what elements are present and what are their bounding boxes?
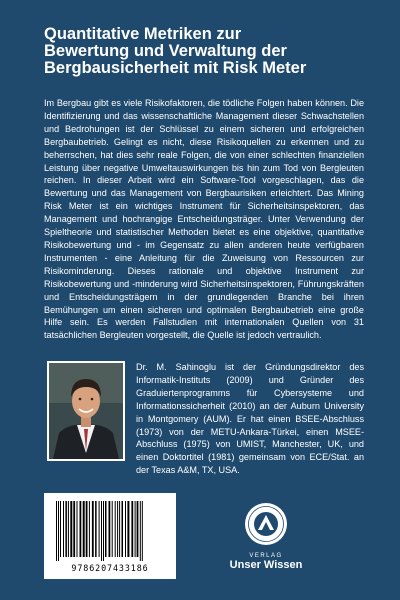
book-abstract: Im Bergbau gibt es viele Risikofaktoren, die tödliche Folgen haben können. Die Identifizierung und das wissenschaftliche Management dieser Schwachstellen und Bedrohungen ist der Schlüssel zu einem sicheren und erfolgreichen Bergbaubetrieb. Gelingt es nicht, diese Risikoquellen zu erkennen und zu beherrschen, hat dies sehr reale Folgen, die von einer schlechten finanziellen Leistung über negative Umweltauswirkungen bis hin zum Tod von Bergleuten reichen. In dieser Arbeit wird ein Software-Tool vorgeschlagen, das die Bewertung und das Management von Bergbaurisiken erleichtert. Das Mining Risk Meter ist ein wichtiges Instrument für Sicherheitsinspektoren, das Management und hochrangige Entscheidungsträger. Unter Verwendung der Spieltheorie und statistischer Methoden bietet es eine objektive, quantitative Risikobewertung und - im Gegensatz zu allen anderen heute verfügbaren Instrumenten - eine Anleitung für die Zuweisung von Ressourcen zur Risikominderung. Dieses rationale und objektive Instrument zur Risikobewertung und -minderung wird Sicherheitsinspektoren, Führungskräften und Entscheidungsträgern in der grundlegenden Branche bei ihren Bemühungen um einen sicheren und optimalen Bergbaubetrieb eine große Hilfe sein. Es werden Fallstudien mit internationalen Quellen von 31 tatsächlichen Bergleuten vorgestellt, die Quelle ist jedoch vertraulich. xyxy=(44,98,364,341)
barcode-bar xyxy=(70,501,72,557)
publisher-logo xyxy=(228,502,304,571)
barcode-bar xyxy=(80,501,82,557)
barcode-bar xyxy=(86,501,88,557)
barcode-bar xyxy=(119,501,120,557)
isbn-number: 9786207433186 xyxy=(71,563,149,573)
publisher-seal-icon xyxy=(244,502,288,546)
barcode-bar xyxy=(109,501,111,557)
barcode-bar xyxy=(83,501,85,557)
barcode-bar xyxy=(122,501,124,557)
barcode-icon xyxy=(54,501,166,561)
barcode-bar xyxy=(115,501,116,557)
barcode-bar xyxy=(137,501,139,557)
publisher-verlag: VERLAG xyxy=(249,553,283,559)
barcode-bar xyxy=(105,501,107,557)
author-photo xyxy=(47,361,125,461)
isbn-barcode xyxy=(44,493,176,579)
barcode-bar xyxy=(58,501,59,561)
barcode-bar xyxy=(73,501,75,557)
author-portrait-icon xyxy=(49,363,123,459)
publisher-name: Unser Wissen xyxy=(229,559,303,571)
book-title-line: Bergbausicherheit mit Risk Meter xyxy=(44,59,307,77)
barcode-bar xyxy=(103,501,104,561)
book-title-line: Bewertung und Verwaltung der xyxy=(44,42,287,60)
barcode-bar xyxy=(65,501,67,557)
book-title xyxy=(44,26,364,77)
barcode-bar xyxy=(125,501,126,557)
barcode-bar xyxy=(60,501,61,557)
barcode-bar xyxy=(140,501,141,561)
barcode-bar xyxy=(68,501,69,557)
barcode-bar xyxy=(95,501,97,557)
barcode-bar xyxy=(127,501,129,557)
barcode-bar xyxy=(131,501,133,557)
barcode-bar xyxy=(101,501,102,561)
barcode-bar xyxy=(56,501,57,561)
barcode-bar xyxy=(77,501,78,557)
book-title-line: Quantitative Metriken zur xyxy=(44,25,242,43)
barcode-bar xyxy=(117,501,118,557)
barcode-bar xyxy=(63,501,64,557)
barcode-bar xyxy=(92,501,94,557)
barcode-bar xyxy=(89,501,90,557)
author-bio: Dr. M. Sahinoglu ist der Gründungsdirektor des Informatik-Instituts (2009) und Gründer des Graduiertenprogramms für Cybersysteme und Informationssicherheit (2010) an der Auburn University in Montgomery (AUM). Er hat einen BSEE-Abschluss (1973) von der METU-Ankara-Türkei, einen MSEE-Abschluss (1975) von UMIST, Manchester, UK, und einen Doktortitel (1981) gemeinsam von ECE/Stat. an der Texas A&M, TX, USA. xyxy=(136,362,364,476)
barcode-bar xyxy=(112,501,113,557)
barcode-bar xyxy=(135,501,136,557)
barcode-bar xyxy=(142,501,143,561)
barcode-bar xyxy=(99,501,100,557)
